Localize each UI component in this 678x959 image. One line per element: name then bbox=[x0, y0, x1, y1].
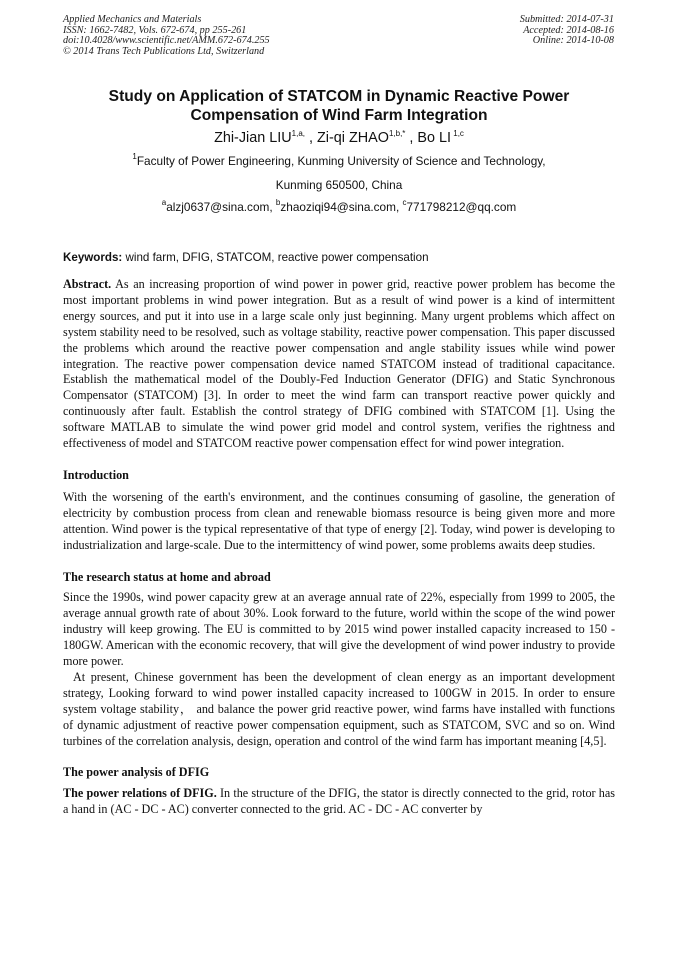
title-line-2: Compensation of Wind Farm Integration bbox=[190, 107, 488, 124]
submission-dates bbox=[520, 15, 614, 47]
research-status-heading: The research status at home and abroad bbox=[63, 569, 271, 584]
affiliation-text: Faculty of Power Engineering, Kunming University of Science and Technology, bbox=[136, 154, 546, 168]
research-status-paragraph-1: Since the 1990s, wind power capacity grew at an average annual rate of 22%, especially from 1999 to 2005, the average annual growth rate of about 30%. Look forward to the future, world within the scope of the wind power industry will keep growing. The EU is committed to by 2015 wind power installed capacity increased to 150 - 180GW. American with the economic recovery, that will give the development of wind power industry to provide more power. bbox=[63, 590, 615, 669]
power-relations-text: In the structure of the DFIG, the stator is directly connected to the grid, rotor has a hand in (AC - DC - AC) converter connected to the grid. AC - DC - AC converter by bbox=[63, 786, 615, 817]
author-3-affil: 1,c bbox=[451, 129, 464, 138]
author-emails bbox=[40, 200, 638, 214]
affiliation-marker: 1 bbox=[132, 152, 137, 161]
doi-line[interactable]: doi:10.4028/www.scientific.net/AMM.672-674.255 bbox=[63, 35, 270, 47]
author-list bbox=[40, 128, 638, 148]
introduction-heading: Introduction bbox=[63, 467, 129, 482]
power-analysis-heading: The power analysis of DFIG bbox=[63, 765, 210, 780]
author-1: Zhi-Jian LIU bbox=[214, 130, 292, 146]
author-1-affil: 1,a, bbox=[291, 129, 305, 138]
paper-body bbox=[63, 277, 615, 818]
accepted-date: Accepted: 2014-08-16 bbox=[523, 24, 614, 36]
power-analysis-paragraph bbox=[63, 786, 615, 818]
keywords-text: wind farm, DFIG, STATCOM, reactive power compensation bbox=[122, 251, 429, 264]
author-separator: , bbox=[304, 130, 317, 146]
introduction-paragraph: With the worsening of the earth's environment, and the continues consuming of gasoline, the generation of electricity by combustion process from clean and renewable biomass resource is being given more and more attention. Wind power is the typical representative of that type of energy [2]. Today, wind power is developing to industrialization and large-scale. Due to the intermittency of wind power, some problems awaits deep studies. bbox=[63, 489, 615, 552]
affiliation-line-1 bbox=[40, 154, 638, 168]
author-2: Zi-qi ZHAO bbox=[316, 130, 389, 146]
paper-title bbox=[40, 87, 638, 125]
journal-name: Applied Mechanics and Materials bbox=[63, 14, 202, 25]
keywords-label: Keywords: bbox=[63, 251, 123, 264]
author-separator: , bbox=[405, 130, 418, 146]
journal-info bbox=[63, 15, 270, 57]
email-c-marker: c bbox=[402, 198, 407, 207]
email-a-marker: a bbox=[161, 198, 167, 207]
power-relations-lead: The power relations of DFIG. bbox=[63, 786, 217, 801]
abstract-text: As an increasing proportion of wind power in power grid, reactive power problem has become the most important problems in wind power integration. But as a result of wind power is a kind of intermittent energy sources, and put it into use in a large scale only just beginning. Many urgent problems which affect on system stability need to be resolved, such as voltage stability, reactive power compensation. This paper discussed the problems which around the reactive power compensation and angle stability issues while wind power integration. The reactive power compensation device named STATCOM instead of traditional capacitance. Establish the mathematical model of the Doubly-Fed Induction Generator (DFIG) and Static Synchronous Compensator (STATCOM) [3]. In order to meet the wind farm can transport reactive power quickly and continuously after fault. Establish the control strategy of DFIG combined with STATCOM [1]. Using the software MATLAB to simulate the wind power grid model and control system, verifies the rightness and effectiveness of model and STATCOM reactive power compensation effect for wind power integration. bbox=[63, 277, 615, 451]
abstract bbox=[63, 277, 615, 452]
abstract-label: Abstract. bbox=[63, 277, 112, 291]
issn-line: ISSN: 1662-7482, Vols. 672-674, pp 255-261 bbox=[63, 24, 247, 36]
copyright-line: © 2014 Trans Tech Publications Ltd, Switzerland bbox=[63, 45, 265, 57]
author-3: Bo LI bbox=[417, 130, 452, 146]
email-c[interactable]: 771798212@qq.com bbox=[406, 200, 517, 214]
email-b[interactable]: zhaoziqi94@sina.com, bbox=[280, 200, 403, 214]
submitted-date: Submitted: 2014-07-31 bbox=[519, 14, 614, 25]
email-b-marker: b bbox=[275, 198, 281, 207]
affiliation-line-2: Kunming 650500, China bbox=[275, 178, 403, 192]
author-2-affil: 1,b,* bbox=[388, 129, 406, 138]
keywords bbox=[63, 251, 615, 265]
research-status-paragraph-2: At present, Chinese government has been the development of clean energy as an important development strategy, Looking forward to wind power installed capacity increased to 100GW in 2015. In order to ensure system voltage stability， and balance the power grid reactive power, wind farms have installed with functions of dynamic adjustment of reactive power compensation equipment, such as STATCOM, SVC and so on. Wind turbines of the correlation analysis, design, operation and control of the wind farm has important meaning [4,5]. bbox=[63, 669, 615, 748]
title-line-1: Study on Application of STATCOM in Dynamic Reactive Power bbox=[108, 88, 570, 105]
email-a[interactable]: alzj0637@sina.com, bbox=[166, 200, 276, 214]
online-date: Online: 2014-10-08 bbox=[532, 35, 614, 47]
